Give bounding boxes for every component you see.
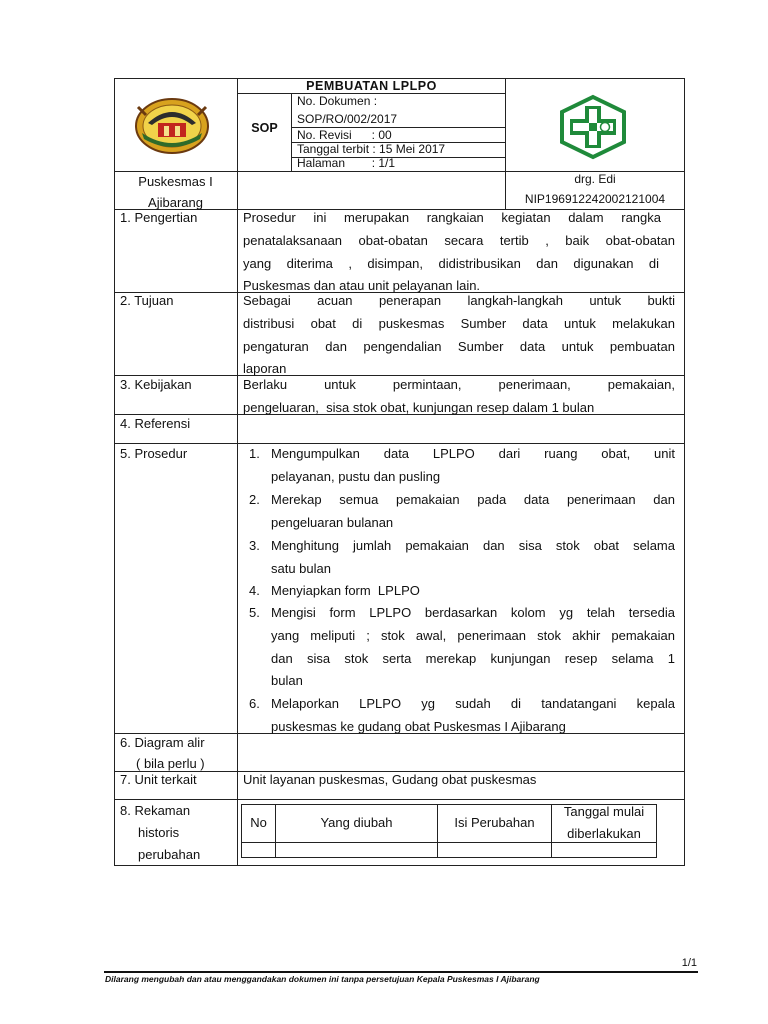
- col-header-yang-diubah: Yang diubah: [320, 815, 393, 830]
- step-line: dan sisa stok serta merekap kunjungan resep selama 1: [271, 651, 675, 666]
- section-label-diagram: 6. Diagram alir: [120, 735, 205, 750]
- step-number: 5.: [249, 605, 260, 620]
- step-line: Merekap semua pemakaian pada data penerimaan dan: [271, 492, 675, 507]
- step-line: Mengisi form LPLPO berdasarkan kolom yg telah tersedia: [271, 605, 675, 620]
- org-name-line2: Ajibarang: [148, 195, 203, 210]
- footer-rule: [104, 971, 698, 973]
- signer-nip: NIP196912242002121004: [524, 192, 666, 206]
- pengertian-line: Puskesmas dan atau unit pelayanan lain.: [243, 278, 481, 293]
- kebijakan-line: pengeluaran, sisa stok obat, kunjungan resep dalam 1 bulan: [243, 400, 595, 415]
- col-header-tanggal: Tanggal mulai: [563, 804, 645, 819]
- step-line: puskesmas ke gudang obat Puskesmas I Ajibarang: [271, 719, 566, 734]
- tujuan-line: distribusi obat di puskesmas Sumber data untuk melakukan: [243, 316, 675, 331]
- col-header-isi-perubahan: Isi Perubahan: [454, 815, 535, 830]
- footer-disclaimer: Dilarang mengubah dan atau menggandakan dokumen ini tanpa persetujuan Kepala Puskesmas I Ajibarang: [105, 974, 540, 984]
- banyumas-regency-emblem-icon: [134, 93, 210, 155]
- puskesmas-logo-icon: [556, 94, 630, 160]
- step-line: pengeluaran bulanan: [271, 515, 394, 530]
- col-header-no: No: [250, 815, 267, 830]
- section-label-rekaman: 8. Rekaman: [120, 803, 191, 818]
- section-label-rekaman-line2: historis: [138, 825, 180, 840]
- org-name-line1: Puskesmas I: [138, 174, 213, 189]
- section-label-kebijakan: 3. Kebijakan: [120, 377, 192, 392]
- pengertian-line: Prosedur ini merupakan rangkaian kegiatan dalam rangka: [243, 210, 661, 225]
- step-line: Melaporkan LPLPO yg sudah di tandatangani kepala: [271, 696, 675, 711]
- step-number: 2.: [249, 492, 260, 507]
- page-number: 1/1: [681, 957, 697, 969]
- section-label-prosedur: 5. Prosedur: [120, 446, 188, 461]
- step-number: 6.: [249, 696, 260, 711]
- step-line: pelayanan, pustu dan pusling: [271, 469, 441, 484]
- sop-label: SOP: [251, 121, 278, 135]
- section-label-rekaman-line3: perubahan: [138, 847, 201, 862]
- section-label-unit-terkait: 7. Unit terkait: [120, 772, 197, 787]
- step-number: 4.: [249, 583, 260, 598]
- section-label-tujuan: 2. Tujuan: [120, 293, 174, 308]
- signer-name: drg. Edi: [574, 172, 616, 186]
- col-header-tanggal-line2: diberlakukan: [567, 826, 641, 841]
- step-number: 3.: [249, 538, 260, 553]
- step-line: Menghitung jumlah pemakaian dan sisa stok obat selama: [271, 538, 675, 553]
- section-label-pengertian: 1. Pengertian: [120, 210, 198, 225]
- section-label-diagram-note: ( bila perlu ): [136, 756, 205, 771]
- step-line: bulan: [271, 673, 303, 688]
- document-title: PEMBUATAN LPLPO: [306, 79, 437, 93]
- tujuan-line: laporan: [243, 361, 287, 376]
- step-line: yang meliputi ; stok awal, penerimaan stok akhir pemakaian: [271, 628, 675, 643]
- step-line: Mengumpulkan data LPLPO dari ruang obat, unit: [271, 446, 675, 461]
- section-label-referensi: 4. Referensi: [120, 416, 191, 431]
- unit-terkait-value: Unit layanan puskesmas, Gudang obat puskesmas: [243, 772, 537, 787]
- tujuan-line: Sebagai acuan penerapan langkah-langkah untuk bukti: [243, 293, 675, 308]
- step-line: satu bulan: [271, 561, 331, 576]
- halaman: Halaman : 1/1: [297, 156, 396, 170]
- step-number: 1.: [249, 446, 260, 461]
- no-dokumen-value: SOP/RO/002/2017: [297, 112, 398, 126]
- pengertian-line: penatalaksanaan obat-obatan secara tertib , baik obat-obatan: [243, 233, 675, 248]
- step-line: Menyiapkan form LPLPO: [271, 583, 420, 598]
- tujuan-line: pengaturan dan pengendalian Sumber data untuk pembuatan: [243, 339, 675, 354]
- kebijakan-line: Berlaku untuk permintaan, penerimaan, pemakaian,: [243, 377, 675, 392]
- no-revisi: No. Revisi : 00: [297, 128, 392, 142]
- no-dokumen-label: No. Dokumen :: [297, 94, 378, 108]
- pengertian-line: yang diterima , disimpan, didistribusikan dan digunakan di: [243, 256, 659, 271]
- tanggal-terbit: Tanggal terbit : 15 Mei 2017: [297, 142, 446, 156]
